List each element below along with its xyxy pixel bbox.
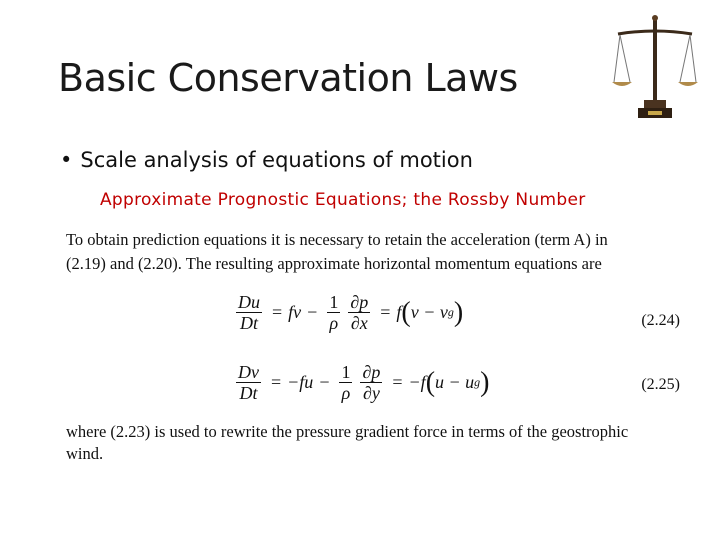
close-paren: ) bbox=[453, 296, 464, 328]
numerator: ∂p bbox=[350, 292, 369, 312]
equation-number: (2.25) bbox=[641, 376, 680, 393]
subscript: g bbox=[447, 305, 454, 319]
textbook-excerpt bbox=[66, 230, 680, 466]
equals-sign: = bbox=[392, 372, 403, 392]
numerator: 1 bbox=[329, 292, 339, 312]
equals-sign: = bbox=[380, 302, 391, 322]
equals-sign: = bbox=[272, 302, 283, 322]
coefficient-fraction bbox=[339, 362, 352, 403]
gradient-fraction bbox=[360, 362, 382, 403]
minus-sign: − bbox=[319, 372, 330, 392]
equation-2-25 bbox=[232, 362, 490, 403]
gradient-fraction bbox=[348, 292, 370, 333]
coriolis-term: −fu bbox=[287, 372, 314, 392]
subscript: g bbox=[474, 375, 481, 389]
equation-number: (2.24) bbox=[641, 312, 680, 329]
bullet-text: Scale analysis of equations of motion bbox=[80, 148, 473, 172]
paragraph-line: To obtain prediction equations it is necessary to retain the acceleration (term A) in bbox=[66, 230, 608, 249]
denominator: ∂y bbox=[362, 383, 380, 403]
ageostrophic-term: u − u bbox=[435, 372, 475, 392]
lhs-fraction bbox=[236, 362, 261, 403]
numerator: Du bbox=[238, 292, 260, 312]
balance-scale-icon bbox=[612, 14, 698, 120]
coriolis-parameter: f bbox=[396, 302, 402, 322]
bullet-item bbox=[60, 148, 473, 172]
open-paren: ( bbox=[425, 366, 436, 398]
equation-2-24 bbox=[232, 292, 463, 333]
denominator: ∂x bbox=[350, 313, 368, 333]
denominator: Dt bbox=[240, 313, 258, 333]
paragraph-line: where (2.23) is used to rewrite the pressure gradient force in terms of the geostrophic bbox=[66, 422, 629, 441]
numerator: 1 bbox=[341, 362, 351, 382]
coefficient-fraction bbox=[327, 292, 340, 333]
denominator: Dt bbox=[239, 383, 258, 403]
coriolis-parameter: −f bbox=[408, 372, 426, 392]
minus-sign: − bbox=[307, 302, 318, 322]
coriolis-term: fv bbox=[288, 302, 302, 322]
numerator: Dv bbox=[238, 362, 259, 382]
paragraph-line: (2.19) and (2.20). The resulting approximate horizontal momentum equations are bbox=[66, 254, 602, 273]
ageostrophic-term: v − v bbox=[410, 302, 448, 322]
equals-sign: = bbox=[271, 372, 282, 392]
denominator: ρ bbox=[329, 313, 339, 333]
subheading: Approximate Prognostic Equations; the Rossby Number bbox=[100, 190, 586, 210]
close-paren: ) bbox=[480, 366, 490, 398]
slide-title: Basic Conservation Laws bbox=[58, 56, 518, 100]
lhs-fraction bbox=[236, 292, 262, 333]
numerator: ∂p bbox=[362, 362, 381, 382]
denominator: ρ bbox=[341, 383, 351, 403]
open-paren: ( bbox=[401, 296, 411, 328]
bullet-mark: • bbox=[60, 148, 73, 172]
paragraph-line: wind. bbox=[66, 444, 104, 463]
